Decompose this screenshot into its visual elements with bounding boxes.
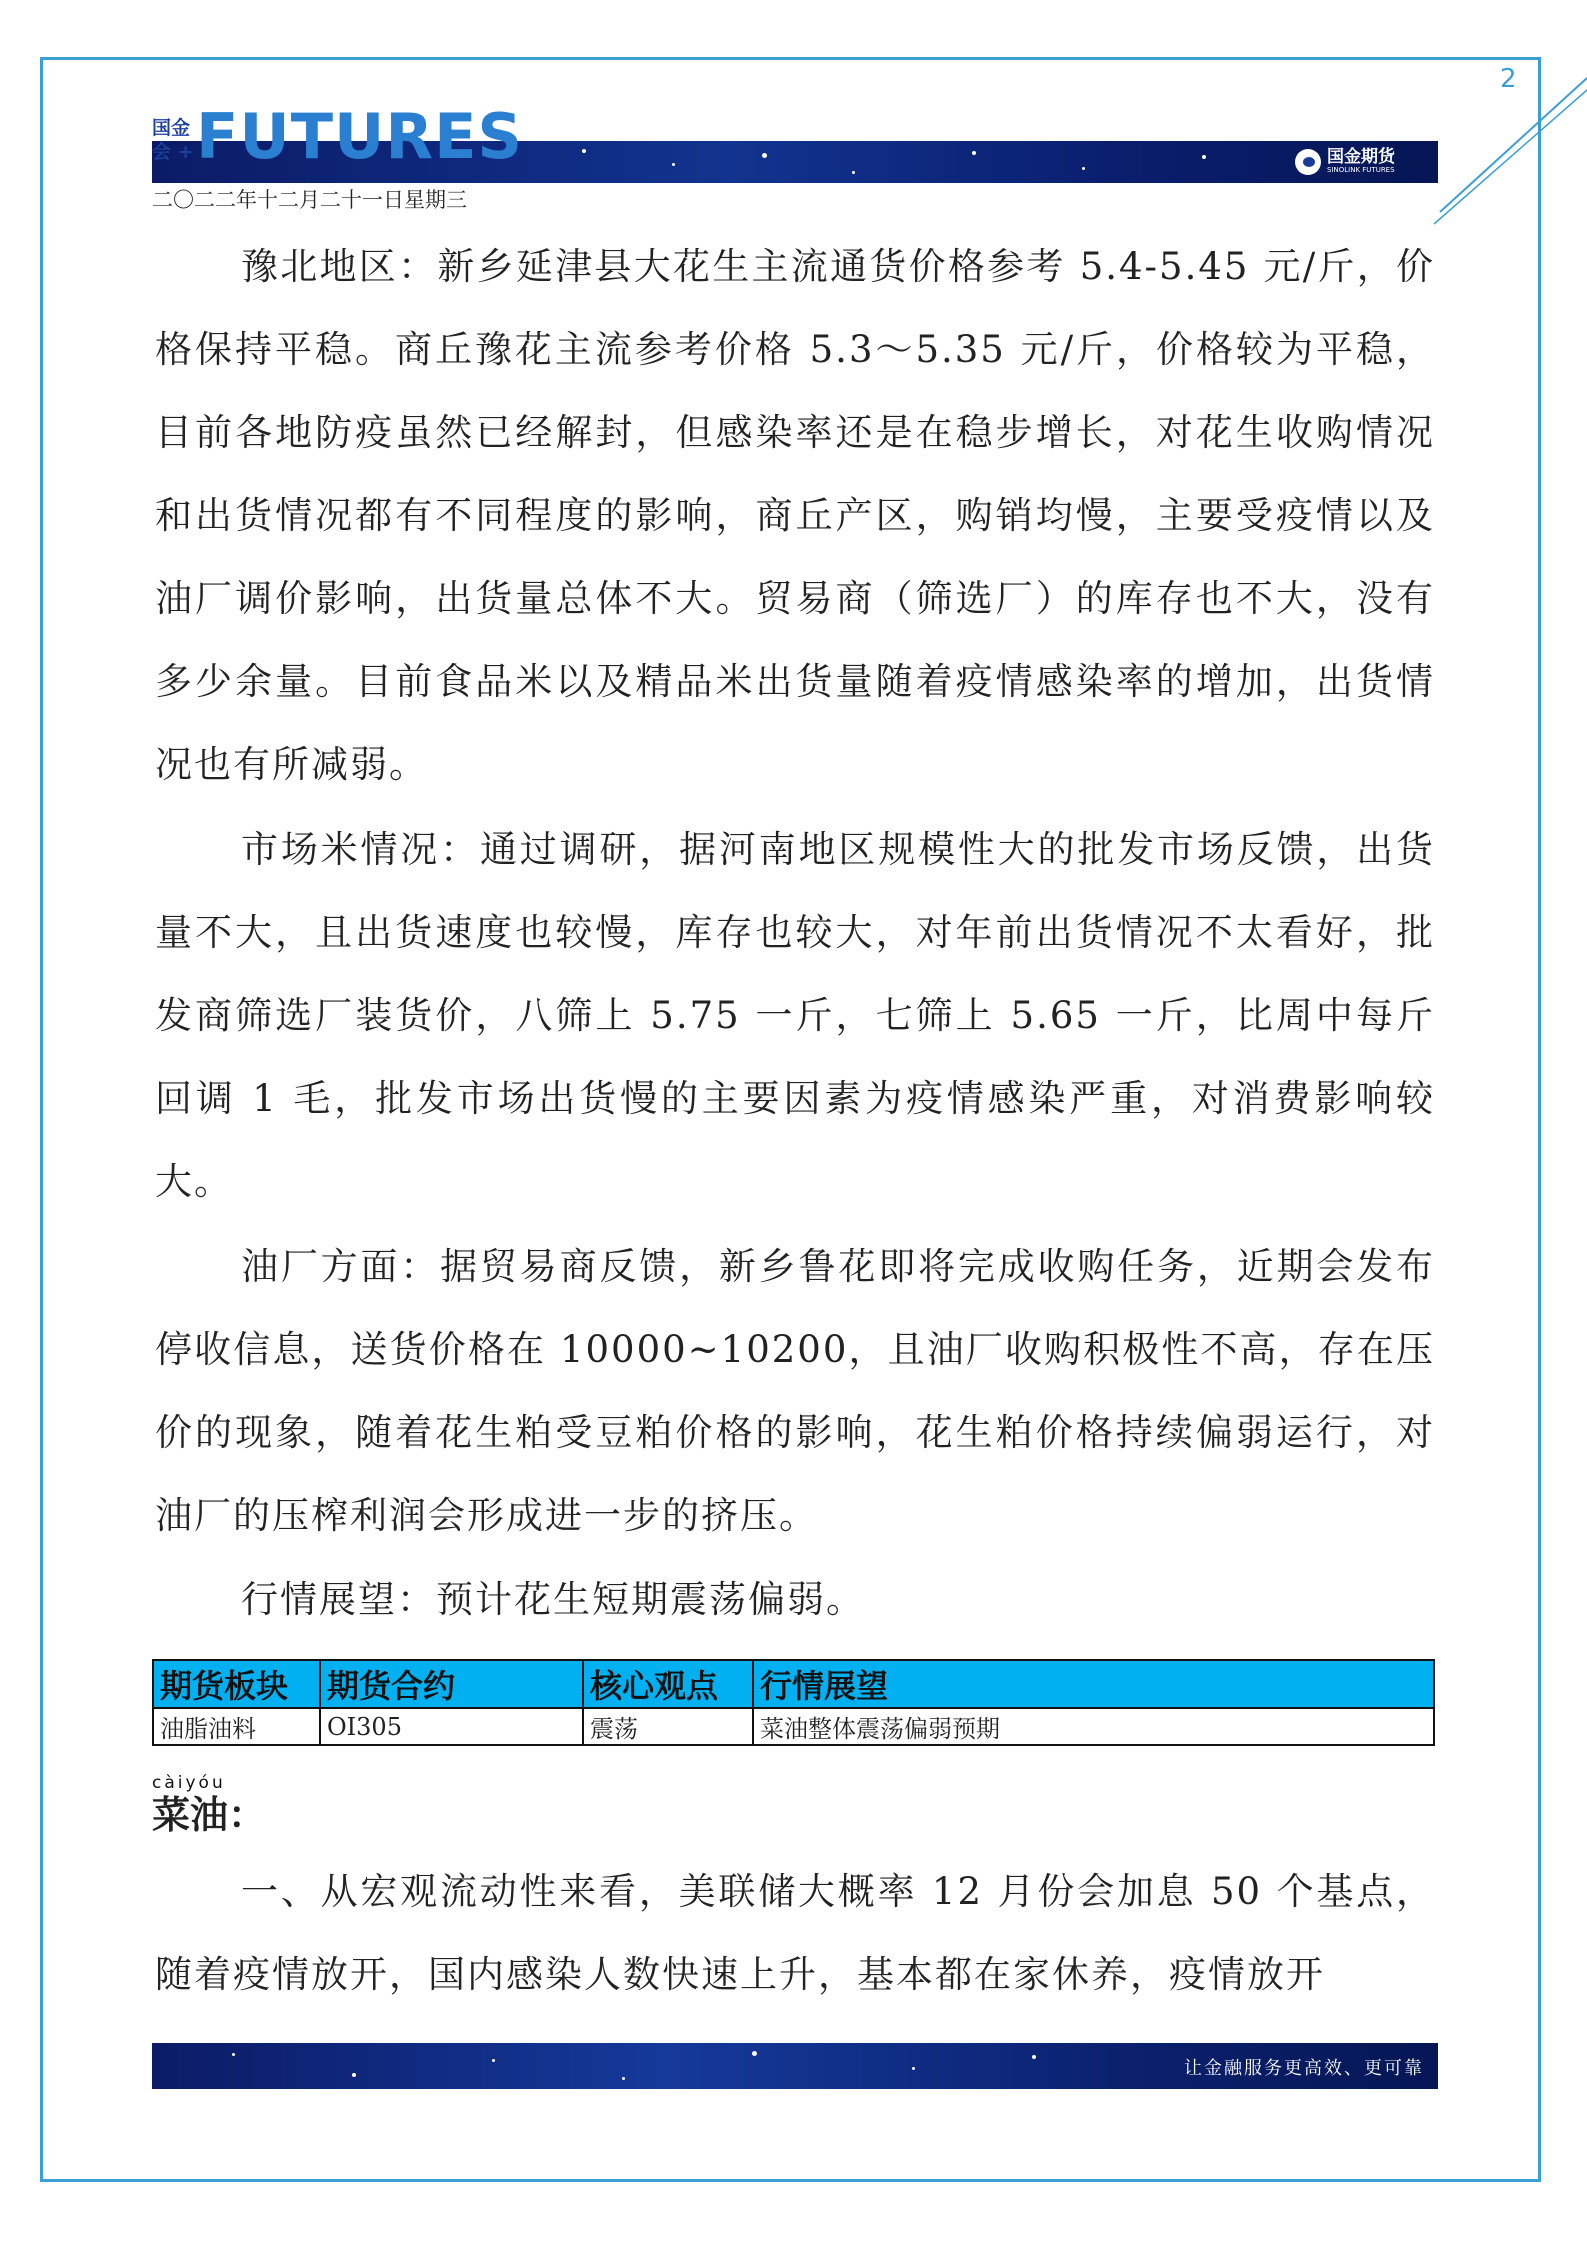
brand-en: SINOLINK FUTURES xyxy=(1327,166,1395,174)
page-number: 2 xyxy=(1500,64,1517,94)
section-pinyin: càiyóu xyxy=(152,1773,226,1793)
logo-futures: FUTURES xyxy=(196,100,524,173)
paragraph-outlook: 行情展望：预计花生短期震荡偏弱。 xyxy=(241,1578,865,1621)
paragraph-market-rice: 市场米情况：通过调研，据河南地区规模性大的批发市场反馈，出货量不大，且出货速度也较慢，库存也较大，对年前出货情况不太看好，批发商筛选厂装货价，八筛上 5.75 一斤，七筛上 5.65 一斤，比周中每斤回调 1 毛，批发市场出货慢的主要因素为疫情感染严重，对消费影响较大。 xyxy=(155,828,1435,1203)
logo-cn xyxy=(152,116,194,164)
paragraph-henan-north: 豫北地区：新乡延津县大花生主流通货价格参考 5.4-5.45 元/斤，价格保持平稳。商丘豫花主流参考价格 5.3～5.35 元/斤，价格较为平稳，目前各地防疫虽然已经解封，但感染率还是在稳步增长，对花生收购情况和出货情况都有不同程度的影响，商丘产区，购销均慢，主要受疫情以及油厂调价影响，出货量总体不大。贸易商（筛选厂）的库存也不大，没有多少余量。目前食品米以及精品米出货量随着疫情感染率的增加，出货情况也有所减弱。 xyxy=(155,245,1435,786)
logo-cn-text: 国金 会 + xyxy=(152,117,194,163)
report-date: 二〇二二年十二月二十一日星期三 xyxy=(152,188,467,212)
paragraph-rapeseed-oil: 一、从宏观流动性来看，美联储大概率 12 月份会加息 50 个基点，随着疫情放开，国内感染人数快速上升，基本都在家休养，疫情放开 xyxy=(155,1870,1435,1996)
brand-badge xyxy=(1295,148,1395,175)
table-cell: 油脂油料 xyxy=(153,1708,320,1745)
table-header-cell: 期货合约 xyxy=(320,1660,583,1708)
table-cell: 菜油整体震荡偏弱预期 xyxy=(753,1708,1434,1745)
section-title: 菜油： xyxy=(152,1793,267,1837)
footer-banner xyxy=(152,2043,1438,2089)
brand-name: 国金期货 xyxy=(1327,147,1395,167)
table-header-cell: 核心观点 xyxy=(583,1660,753,1708)
footer-slogan: 让金融服务更高效、更可靠 xyxy=(1184,2058,1424,2079)
table-header-row xyxy=(153,1660,1434,1708)
brand-logo-icon xyxy=(1295,149,1321,175)
table-header-cell: 期货板块 xyxy=(153,1660,320,1708)
table-cell: 震荡 xyxy=(583,1708,753,1745)
section-heading xyxy=(152,1773,266,1837)
table-header-cell: 行情展望 xyxy=(753,1660,1434,1708)
paragraph-oil-mill: 油厂方面：据贸易商反馈，新乡鲁花即将完成收购任务，近期会发布停收信息，送货价格在 10000~10200，且油厂收购积极性不高，存在压价的现象，随着花生粕受豆粕价格的影响，花生粕价格持续偏弱运行，对油厂的压榨利润会形成进一步的挤压。 xyxy=(155,1245,1435,1537)
table-cell: OI305 xyxy=(320,1708,583,1745)
corner-decoration xyxy=(1430,60,1587,230)
table-row xyxy=(153,1708,1434,1745)
outlook-table xyxy=(152,1659,1435,1746)
